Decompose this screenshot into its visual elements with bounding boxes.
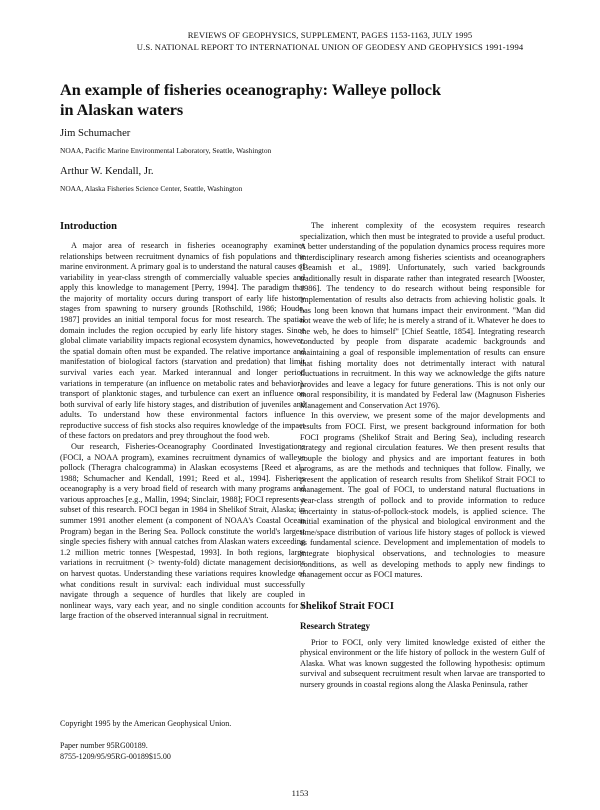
left-column [60, 221, 305, 622]
page-number: 1153 [291, 788, 309, 798]
copyright-notice: Copyright 1995 by the American Geophysical Union. [60, 719, 232, 728]
intro-paragraph-1: A major area of research in fisheries oceanography examines relationships between recruitment dynamics of fish populations and the marine environment. A primary goal is to understand the natural causes of variability in year-class strength of commercially valuable species and apply this knowledge to management [Perry, 1994]. The paradigm that the majority of mortality occurs during transport of early life history stages from spawning to nursery grounds [Rothschild, 1986; Houde, 1987] provides an initial temporal focus for most research. The spatial domain includes the region occupied by early life history stages. Since global climate variability impacts regional ecosystem dynamics, however, the spatial domain often must be expanded. The relative importance and manifestation of biological factors (starvation and predation) that limit survival varies each year. Marked interannual and longer period variations in temperature (an influence on metabolic rates and behavior), transport of planktonic stages, and turbulence can exert an influence on both survival of early life history stages, and distribution of juveniles and adults. To understand how these environmental factors influence reproductive success of fish stocks also requires knowledge of the impact of these factors on predators and prey throughout the food web. [60, 241, 305, 441]
section-heading-introduction: Introduction [60, 221, 117, 232]
paper-number: Paper number 95RG00189. [60, 741, 148, 750]
running-header-line-1: REVIEWS OF GEOPHYSICS, SUPPLEMENT, PAGES 1153-1163, JULY 1995 [187, 30, 473, 40]
author-1-name: Jim Schumacher [60, 128, 131, 139]
subsection-heading-research-strategy: Research Strategy [300, 620, 371, 631]
section-heading-shelikof: Shelikof Strait FOCI [300, 600, 394, 612]
author-1-affiliation: NOAA, Pacific Marine Environmental Laboratory, Seattle, Washington [60, 146, 272, 155]
running-header-line-2: U.S. NATIONAL REPORT TO INTERNATIONAL UNION OF GEODESY AND GEOPHYSICS 1991-1994 [136, 42, 524, 52]
body-paragraph-4: In this overview, we present some of the major developments and results from FOCI. First, we present background information for both FOCI programs (Shelikof Strait and Bering Sea), including research strategy and regional circulation features. We then present results that couple the biology and physics and are important features in both programs, as are the methods and techniques that follow. Finally, we present the application of research results from Shelikof Strait FOCI to management. The goal of FOCI, to understand natural fluctuations in year-class strength of pollock and to provide information to reduce uncertainty in status-of-pollock-stock models, is applied science. The initial examination of the physical and biological environment and the time/space distribution of various life history stages of pollock is viewed as fundamental science. Development and implementation of models to integrate biophysical observations, and technologies to measure conditions, as well as developing methods to apply new findings to management occur as FOCI matures. [300, 411, 545, 580]
author-2-affiliation: NOAA, Alaska Fisheries Science Center, Seattle, Washington [60, 184, 243, 193]
body-paragraph-5: Prior to FOCI, only very limited knowledge existed of either the physical environment or the life history of pollock in the western Gulf of Alaska. What was known suggested the following hypothesis: optimum survival and subsequent recruitment result when larvae are transported to nursery grounds in coastal regions along the Alaska Peninsula, rather [300, 637, 545, 689]
author-2-name: Arthur W. Kendall, Jr. [60, 166, 154, 177]
intro-paragraph-2: Our research, Fisheries-Oceanography Coordinated Investigations (FOCI, a NOAA program), examines recruitment dynamics of walleye pollock (Theragra chalcogramma) in Alaskan ecosystems [Reed et al., 1988; Schumacher and Kendall, 1991; Reed et al., 1994]. Fisheries oceanography is a very broad field of research with many programs and various approaches [e.g., Mallin, 1994; Sinclair, 1988]; FOCI represents a subset of this research. FOCI began in 1984 in Shelikof Strait, Alaska; in summer 1991 another element (a component of NOAA's Coastal Ocean Program) began in the Bering Sea. Pollock constitute the world's largest single species fishery with annual catches from Alaskan waters exceeding 1.2 million metric tonnes [Wespestad, 1993]. In both regions, large variations in recruitment (> twenty-fold) dictate management decisions on harvest quotas. Understanding these variations requires knowledge of what conditions result in survival: each individual must successfully navigate through a sequence of hurdles that likely are coupled in nonlinear ways, vary each year, and no single condition accounts for a large fraction of the observed interannual signal in recruitment. [60, 441, 305, 621]
publication-code: 8755-1209/95/95RG-00189$15.00 [60, 752, 171, 761]
article-title [60, 80, 540, 120]
right-column [300, 221, 545, 691]
title-line-1: An example of fisheries oceanography: Walleye pollock [60, 81, 441, 99]
body-paragraph-3: The inherent complexity of the ecosystem requires research specialization, which then must be integrated to provide a useful product. A better understanding of the population dynamics process requires more interdisciplinary research among fisheries scientists and oceanographers [Beamish et al., 1989]. Unfortunately, such varied backgrounds traditionally result in disparate rather than integrated research [Wooster, 1986]. The tendency to do research without being responsible for implementation of results also detracts from achieving holistic goals. It has long been known that humans impact their environment. "Man did not weave the web of life; he is merely a strand of it. Whatever he does to the web, he does to himself" [Chief Seattle, 1854]. Integrating research conducted by people from disparate academic backgrounds and maintaining a goal of responsible implementation of results can ensure that fishing mortality does not detrimentally interact with natural fluctuations in recruitment. In this way we acknowledge the gifts nature provides and leave a legacy for future generations. This is not only our moral responsibility, it is mandated by Federal law (Magnuson Fisheries Management and Conservation Act 1976). [300, 221, 545, 410]
title-line-2: in Alaskan waters [60, 101, 184, 119]
